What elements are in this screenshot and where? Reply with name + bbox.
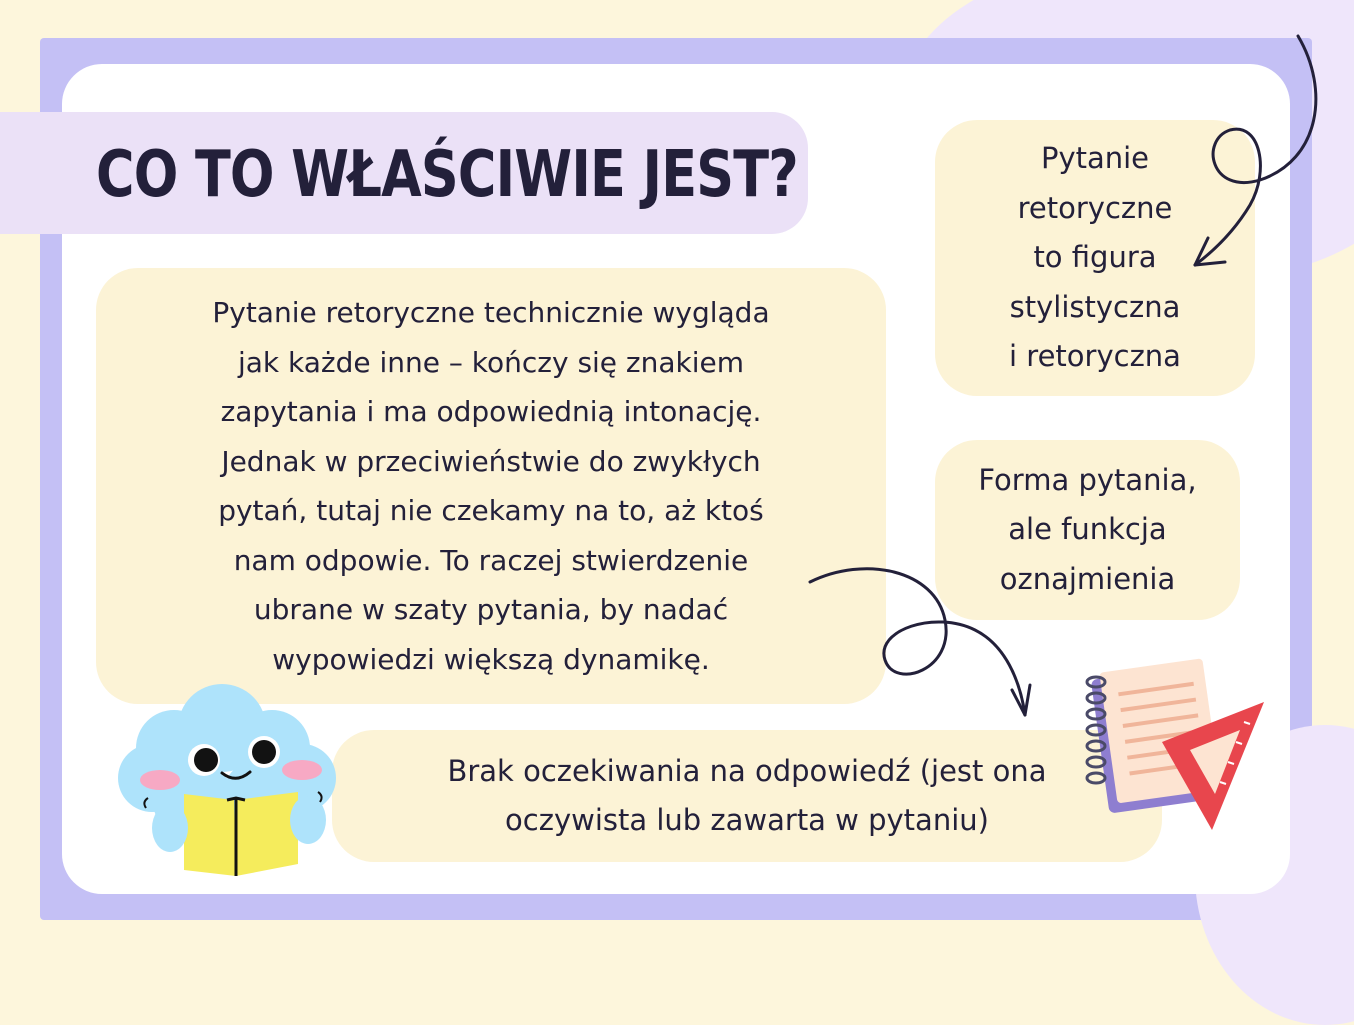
page-title: CO TO WŁAŚCIWIE JEST? — [96, 138, 798, 212]
cloud-character-icon — [112, 678, 352, 883]
curly-arrow-icon — [1180, 30, 1340, 280]
no-answer-box — [332, 730, 1162, 862]
form-function-text: Forma pytania, ale funkcja oznajmienia — [978, 462, 1197, 596]
no-answer-text: Brak oczekiwania na odpowiedź (jest ona oczywista lub zawarta w pytaniu) — [447, 754, 1047, 837]
main-text: Pytanie retoryczne technicznie wygląda jak każde inne – kończy się znakiem zapytania i ma odpowiednią intonację. Jednak w przeciwieństwie do zwykłych pytań, tutaj nie czekamy na to, aż ktoś nam odpowie. To raczej stwierdzenie ubrane w szaty pytania, by nadać wypowiedzi większą dynamikę. — [212, 296, 770, 676]
definition-text: Pytanie retoryczne to figura stylistyczna i retoryczna — [1009, 141, 1181, 374]
main-text-box — [96, 268, 886, 704]
notebook-icon — [1082, 652, 1272, 832]
curly-arrow-middle-icon — [805, 560, 1045, 730]
